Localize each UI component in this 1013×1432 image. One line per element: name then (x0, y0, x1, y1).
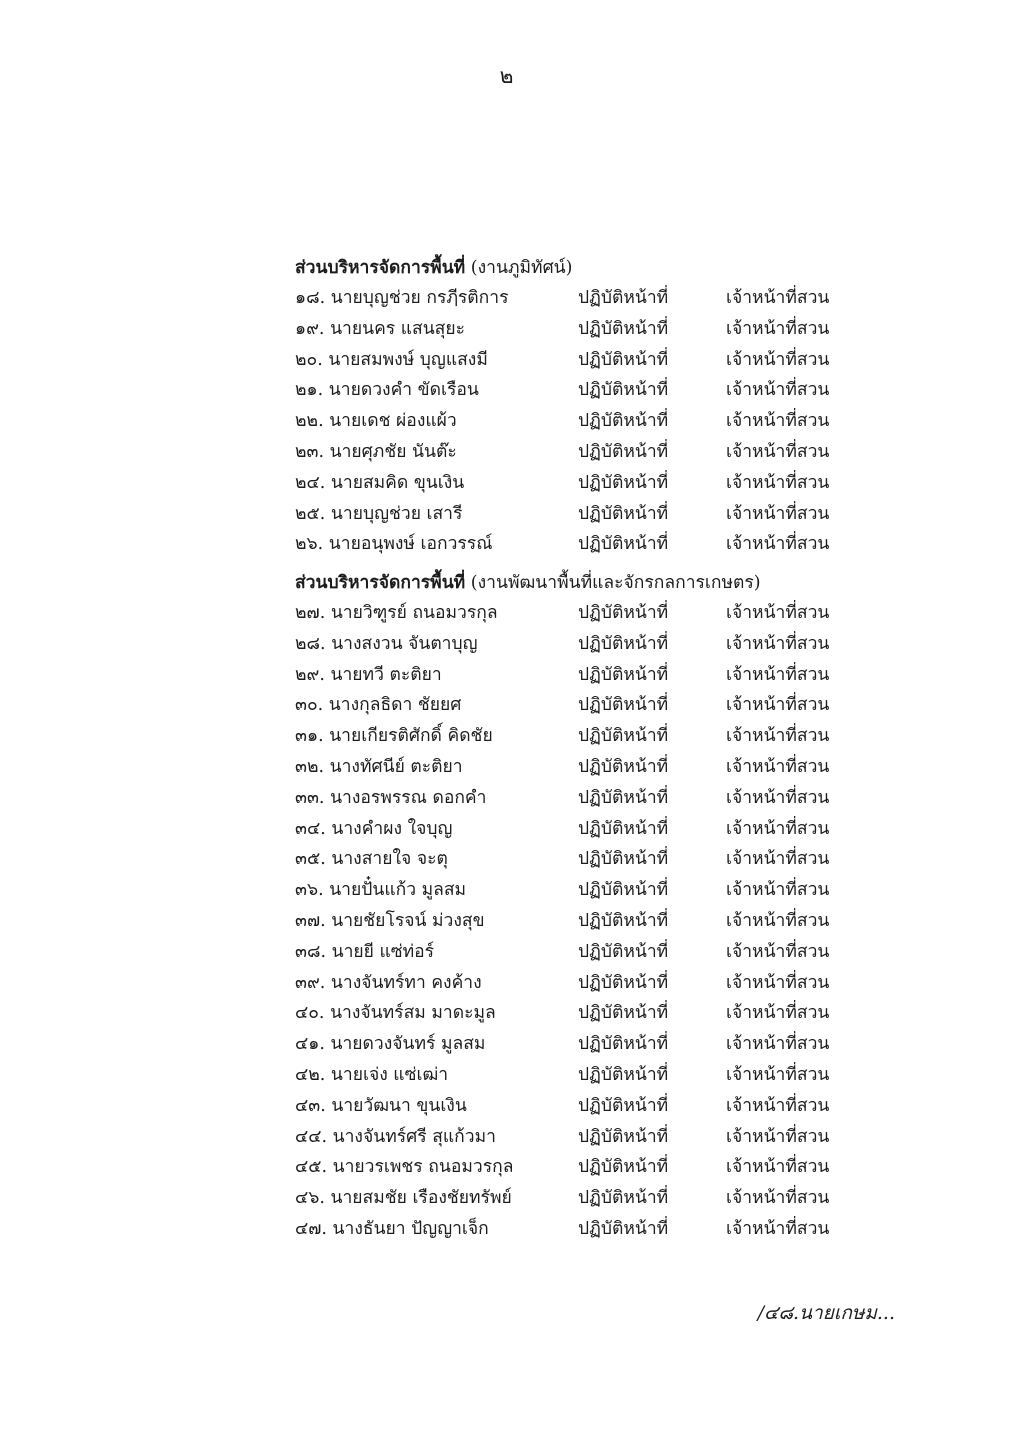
staff-name: นายดวงคำ ขัดเรือน (328, 380, 479, 401)
duty-label: ปฏิบัติหน้าที่ (578, 1095, 669, 1116)
position-title: เจ้าหน้าที่สวน (726, 1218, 830, 1239)
item-number: ๔๒. (295, 1064, 326, 1085)
list-item (295, 844, 915, 875)
position-title: เจ้าหน้าที่สวน (726, 941, 830, 962)
staff-name: นายบุญช่วย เสารี (330, 503, 463, 524)
position-title: เจ้าหน้าที่สวน (726, 318, 830, 339)
position-title: เจ้าหน้าที่สวน (726, 472, 830, 493)
item-number: ๔๕. (295, 1157, 328, 1178)
duty-label: ปฏิบัติหน้าที่ (578, 472, 669, 493)
position-title: เจ้าหน้าที่สวน (726, 756, 830, 777)
section-landscape (295, 253, 915, 560)
page-number: ๒ (499, 64, 514, 88)
duty-label: ปฏิบัติหน้าที่ (578, 910, 669, 931)
item-number: ๑๘. (295, 288, 326, 308)
section-title-sub: (งานภูมิทัศน์) (470, 258, 573, 278)
list-item (295, 660, 915, 691)
list-item (295, 1214, 915, 1245)
duty-label: ปฏิบัติหน้าที่ (578, 318, 669, 339)
staff-name: นางสายใจ จะตุ (331, 849, 448, 870)
staff-name: นายยี แซ่ท่อร์ (331, 941, 435, 962)
staff-name: นายทวี ตะติยา (330, 664, 442, 685)
item-number: ๔๑. (295, 1034, 325, 1055)
list-item (295, 406, 915, 437)
section-title (295, 253, 915, 283)
duty-label: ปฏิบัติหน้าที่ (578, 633, 669, 654)
duty-label: ปฏิบัติหน้าที่ (578, 534, 669, 555)
position-title: เจ้าหน้าที่สวน (726, 534, 830, 555)
list-item (295, 906, 915, 937)
duty-label: ปฏิบัติหน้าที่ (578, 288, 669, 308)
staff-name: นายชัยโรจน์ ม่วงสุข (331, 910, 485, 931)
position-title: เจ้าหน้าที่สวน (726, 411, 830, 432)
position-title: เจ้าหน้าที่สวน (726, 349, 830, 370)
position-title: เจ้าหน้าที่สวน (726, 441, 830, 462)
position-title: เจ้าหน้าที่สวน (726, 1188, 830, 1209)
duty-label: ปฏิบัติหน้าที่ (578, 726, 669, 747)
position-title: เจ้าหน้าที่สวน (726, 910, 830, 931)
item-number: ๒๑. (295, 380, 324, 401)
duty-label: ปฏิบัติหน้าที่ (578, 1126, 669, 1147)
item-number: ๔๐. (295, 1003, 325, 1024)
position-title: เจ้าหน้าที่สวน (726, 1064, 830, 1085)
duty-label: ปฏิบัติหน้าที่ (578, 664, 669, 685)
duty-label: ปฏิบัติหน้าที่ (578, 972, 669, 993)
list-item (295, 314, 915, 345)
duty-label: ปฏิบัติหน้าที่ (578, 941, 669, 962)
list-item (295, 1183, 915, 1214)
list-item (295, 690, 915, 721)
position-title: เจ้าหน้าที่สวน (726, 1095, 830, 1116)
position-title: เจ้าหน้าที่สวน (726, 603, 830, 623)
staff-name: นายวัฒนา ขุนเงิน (331, 1095, 467, 1116)
item-number: ๓๗. (295, 910, 326, 931)
item-number: ๓๐. (295, 695, 324, 716)
item-number: ๔๓. (295, 1095, 326, 1116)
duty-label: ปฏิบัติหน้าที่ (578, 1064, 669, 1085)
position-title: เจ้าหน้าที่สวน (726, 503, 830, 524)
duty-label: ปฏิบัติหน้าที่ (578, 441, 669, 462)
duty-label: ปฏิบัติหน้าที่ (578, 603, 669, 623)
list-item (295, 499, 915, 530)
duty-label: ปฏิบัติหน้าที่ (578, 411, 669, 432)
item-number: ๒๒. (295, 411, 324, 432)
list-item (295, 1029, 915, 1060)
position-title: เจ้าหน้าที่สวน (726, 1126, 830, 1147)
list-item (295, 783, 915, 814)
list-item (295, 1091, 915, 1122)
staff-name: นางกุลธิดา ชัยยศ (328, 695, 462, 716)
position-title: เจ้าหน้าที่สวน (726, 818, 830, 839)
duty-label: ปฏิบัติหน้าที่ (578, 503, 669, 524)
staff-name: นายเดช ผ่องแผ้ว (329, 411, 457, 432)
position-title: เจ้าหน้าที่สวน (726, 1003, 830, 1024)
item-number: ๒๗. (295, 603, 326, 623)
position-title: เจ้าหน้าที่สวน (726, 880, 830, 901)
list-item (295, 283, 915, 314)
position-title: เจ้าหน้าที่สวน (726, 1034, 830, 1055)
duty-label: ปฏิบัติหน้าที่ (578, 1157, 669, 1178)
staff-name: นางจันทร์ศรี สุแก้วมา (332, 1126, 496, 1147)
list-item (295, 752, 915, 783)
staff-name: นายสมชัย เรืองชัยทรัพย์ (330, 1188, 512, 1209)
list-item (295, 1060, 915, 1091)
list-item (295, 721, 915, 752)
list-item (295, 345, 915, 376)
section-title-sub: (งานพัฒนาพื้นที่และจักรกลการเกษตร) (470, 573, 761, 593)
list-item (295, 629, 915, 660)
duty-label: ปฏิบัติหน้าที่ (578, 1188, 669, 1209)
list-item (295, 968, 915, 999)
duty-label: ปฏิบัติหน้าที่ (578, 1218, 669, 1239)
staff-name: นายบุญช่วย กรฦีรติการ (330, 288, 509, 308)
position-title: เจ้าหน้าที่สวน (726, 726, 830, 747)
position-title: เจ้าหน้าที่สวน (726, 787, 830, 808)
item-number: ๒๓. (295, 441, 325, 462)
list-item (295, 468, 915, 499)
list-item (295, 598, 915, 629)
position-title: เจ้าหน้าที่สวน (726, 972, 830, 993)
item-number: ๓๒. (295, 756, 325, 777)
item-number: ๔๗. (295, 1218, 327, 1239)
item-number: ๓๕. (295, 849, 326, 870)
staff-name: นางสงวน จันตาบุญ (331, 633, 478, 654)
staff-name: นางอรพรรณ ดอกคำ (330, 787, 487, 808)
staff-name: นางจันทร์สม มาดะมูล (330, 1003, 496, 1024)
staff-name: นายปั๋นแก้ว มูลสม (329, 880, 467, 901)
list-item (295, 814, 915, 845)
position-title: เจ้าหน้าที่สวน (726, 380, 830, 401)
staff-name: นายวรเพชร ถนอมวรกุล (332, 1157, 514, 1178)
section-title (295, 568, 915, 598)
item-number: ๓๓. (295, 787, 325, 808)
item-number: ๒๘. (295, 633, 326, 654)
item-number: ๓๑. (295, 726, 324, 747)
staff-name: นายศุภชัย นันต๊ะ (329, 441, 457, 462)
position-title: เจ้าหน้าที่สวน (726, 633, 830, 654)
position-title: เจ้าหน้าที่สวน (726, 288, 830, 308)
list-item (295, 375, 915, 406)
duty-label: ปฏิบัติหน้าที่ (578, 380, 669, 401)
item-number: ๔๖. (295, 1188, 325, 1209)
list-item (295, 875, 915, 906)
staff-name: นายสมพงษ์ บุญแสงมี (328, 349, 488, 370)
position-title: เจ้าหน้าที่สวน (726, 1157, 830, 1178)
staff-name: นายอนุพงษ์ เอกวรรณ์ (328, 534, 493, 555)
staff-name: นางธันยา ปัญญาเจ็ก (332, 1218, 489, 1239)
duty-label: ปฏิบัติหน้าที่ (578, 1003, 669, 1024)
item-number: ๒๕. (295, 503, 326, 524)
staff-name: นายดวงจันทร์ มูลสม (330, 1034, 486, 1055)
duty-label: ปฏิบัติหน้าที่ (578, 349, 669, 370)
item-number: ๓๘. (295, 941, 327, 962)
staff-name: นางทัศนีย์ ตะติยา (329, 756, 463, 777)
continuation-note: /๔๘.นายเกษม... (757, 1302, 895, 1324)
position-title: เจ้าหน้าที่สวน (726, 695, 830, 716)
position-title: เจ้าหน้าที่สวน (726, 664, 830, 685)
item-number: ๒๐. (295, 349, 323, 370)
staff-name: นายสมคิด ขุนเงิน (330, 472, 465, 493)
item-number: ๔๔. (295, 1126, 328, 1147)
item-number: ๓๔. (295, 818, 326, 839)
staff-name: นายวิฑูรย์ ถนอมวรกุล (330, 603, 498, 623)
duty-label: ปฏิบัติหน้าที่ (578, 756, 669, 777)
staff-name: นางคำผง ใจบุญ (331, 818, 453, 839)
list-item (295, 937, 915, 968)
staff-name: นายเกียรติศักดิ์ คิดชัย (329, 726, 493, 747)
list-item (295, 1122, 915, 1153)
staff-name: นายเจ่ง แซ่เฒ่า (330, 1064, 449, 1085)
list-item (295, 437, 915, 468)
duty-label: ปฏิบัติหน้าที่ (578, 787, 669, 808)
staff-list (295, 598, 915, 1245)
item-number: ๒๖. (295, 534, 324, 555)
list-item (295, 529, 915, 560)
list-item (295, 998, 915, 1029)
list-item (295, 1152, 915, 1183)
duty-label: ปฏิบัติหน้าที่ (578, 695, 669, 716)
section-area-development (295, 568, 915, 1245)
section-title-main: ส่วนบริหารจัดการพื้นที่ (295, 258, 466, 278)
staff-name: นายนคร แสนสุยะ (330, 318, 466, 339)
duty-label: ปฏิบัติหน้าที่ (578, 849, 669, 870)
position-title: เจ้าหน้าที่สวน (726, 849, 830, 870)
duty-label: ปฏิบัติหน้าที่ (578, 1034, 669, 1055)
item-number: ๓๖. (295, 880, 324, 901)
staff-name: นางจันทร์ทา คงค้าง (330, 972, 482, 993)
item-number: ๒๙. (295, 664, 325, 685)
item-number: ๓๙. (295, 972, 326, 993)
duty-label: ปฏิบัติหน้าที่ (578, 818, 669, 839)
section-title-main: ส่วนบริหารจัดการพื้นที่ (295, 573, 466, 593)
duty-label: ปฏิบัติหน้าที่ (578, 880, 669, 901)
staff-list (295, 283, 915, 560)
item-number: ๒๔. (295, 472, 326, 493)
item-number: ๑๙. (295, 318, 325, 339)
